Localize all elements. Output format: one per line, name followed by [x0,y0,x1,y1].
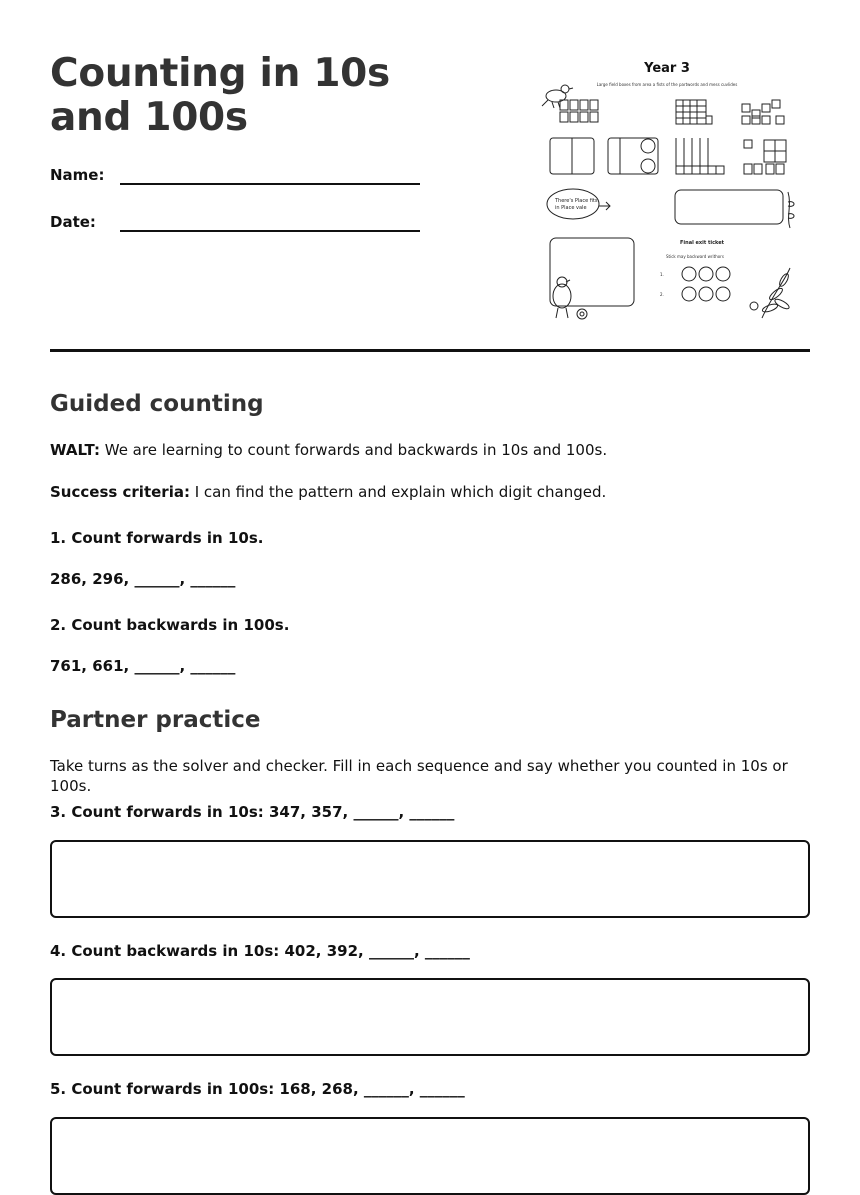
bird-frame [550,238,634,319]
bubble-text-2: in Place vale [555,205,587,211]
partner-intro: Take turns as the solver and checker. Fill in each sequence and say whether you counted in 10s or 100s. [50,757,788,795]
question-5: 5. Count forwards in 100s: 168, 268, ______, ______ [50,1080,465,1098]
exit-ticket-title: Final exit ticket [680,240,725,246]
walt-text: We are learning to count forwards and backwards in 10s and 100s. [99,441,608,459]
thumbnail-heading: Year 3 [644,61,690,76]
tens-grid-2 [676,138,724,174]
blocks-grid-2 [744,140,786,174]
blocks-grid-1 [742,100,784,124]
question-2-sequence: 761, 661, ______, ______ [50,657,236,675]
date-label: Date: [50,213,96,231]
question-1: 1. Count forwards in 10s. [50,529,264,547]
exit-row-1: 1. [660,272,664,277]
bubble-text-1: There's Place fits [555,198,598,204]
circle-box [608,138,658,174]
success-label: Success criteria: [50,483,190,501]
worksheet-thumbnail [540,56,800,326]
answer-box-3[interactable] [50,840,810,918]
name-field-row [50,165,420,195]
leaf-branch [750,268,790,318]
walt-statement [50,440,810,460]
question-2: 2. Count backwards in 100s. [50,616,290,634]
worksheet-title: Counting in 10s and 100s [50,51,390,140]
question-4: 4. Count backwards in 10s: 402, 392, ______, ______ [50,942,470,960]
tens-grid-1 [676,100,712,124]
partner-practice-heading: Partner practice [50,707,261,733]
question-3: 3. Count forwards in 10s: 347, 357, ______, ______ [50,803,455,821]
answer-box-5[interactable] [50,1117,810,1195]
thought-bubble [547,189,610,219]
split-box [550,138,594,174]
date-field-row [50,212,420,242]
cube-group-1 [560,100,598,122]
walt-label: WALT: [50,441,100,459]
header-divider [50,349,810,352]
success-criteria [50,482,810,502]
exit-ticket-sub: Stick may backward writhors [666,254,724,259]
success-text: I can find the pattern and explain which digit changed. [189,483,607,501]
name-line[interactable] [120,183,420,185]
thumbnail-subheading: Large field boxes from area a fists of the partwords and mess cuvlides [596,82,738,87]
date-line[interactable] [120,230,420,232]
guided-counting-heading: Guided counting [50,391,264,417]
question-1-sequence: 286, 296, ______, ______ [50,570,236,588]
answer-scroll [675,190,794,228]
exit-row-2: 2. [660,292,664,297]
name-label: Name: [50,166,105,184]
exit-circles [660,267,730,301]
answer-box-4[interactable] [50,978,810,1056]
